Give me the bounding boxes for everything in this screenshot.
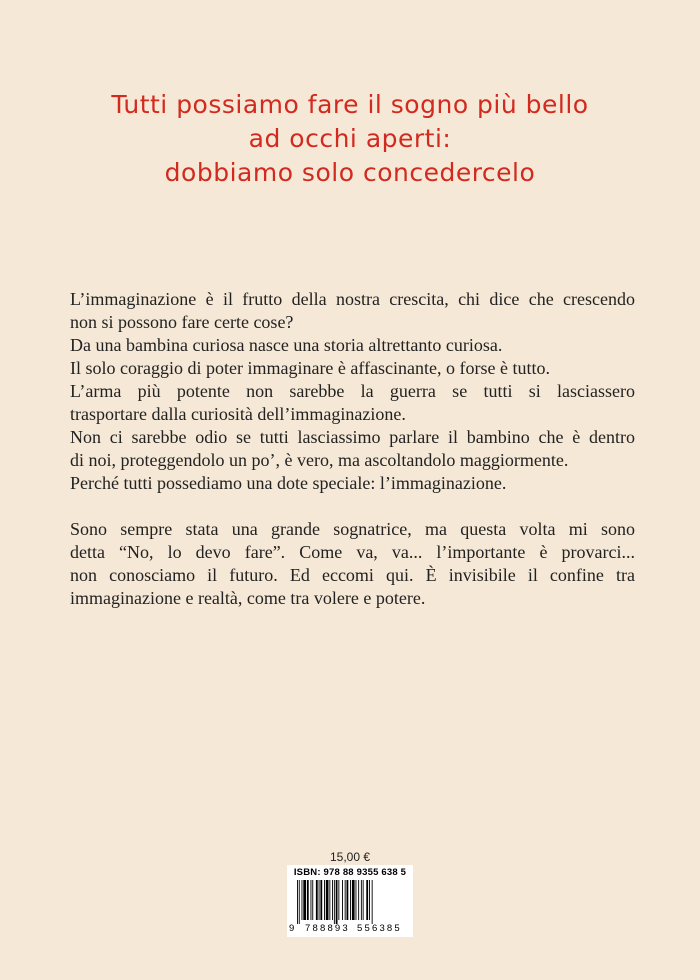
blurb-text <box>70 288 635 610</box>
barcode-digit-group-2: 556385 <box>357 923 402 934</box>
barcode-bar <box>312 880 313 920</box>
barcode-bar <box>345 880 346 920</box>
blurb-p1-line-7: Non ci sarebbe odio se tutti lasciassimo parlare il bambino che è dentro <box>70 427 635 447</box>
barcode-bar <box>332 880 333 920</box>
barcode-bar <box>342 880 343 920</box>
isbn-label: ISBN: 978 88 9355 638 5 <box>293 867 407 878</box>
blurb-p2-line-3: non conosciamo il futuro. Ed eccomi qui. È invisibile il confine tra <box>70 565 635 585</box>
headline-line-1: Tutti possiamo fare il sogno più bello <box>111 90 589 119</box>
blurb-p1-line-4: Il solo coraggio di poter immaginare è affascinante, o forse è tutto. <box>70 358 551 378</box>
blurb-p1-line-2: non si possono fare certe cose? <box>70 312 294 332</box>
barcode-bar <box>307 880 309 920</box>
barcode-bar <box>347 880 349 920</box>
blurb-p1-line-8: di noi, proteggendolo un po’, è vero, ma ascoltandolo maggiormente. <box>70 450 569 470</box>
barcode-bar <box>320 880 322 920</box>
blurb-p2-line-4: immaginazione e realtà, come tra volere e potere. <box>70 588 426 608</box>
barcode-bar <box>334 880 335 924</box>
barcode-bar <box>358 880 359 920</box>
barcode-bar <box>369 880 370 920</box>
barcode-bar <box>350 880 351 920</box>
barcode-bar <box>297 880 298 924</box>
barcode-bar <box>372 880 373 924</box>
barcode-bar <box>356 880 357 920</box>
blurb-p2-line-1: Sono sempre stata una grande sognatrice, ma questa volta mi sono <box>70 519 635 539</box>
barcode-bar <box>326 880 329 920</box>
headline-line-3: dobbiamo solo concedercelo <box>164 158 536 187</box>
price-label: 15,00 € <box>329 850 371 864</box>
barcode-digit-group-1: 788893 <box>305 923 350 934</box>
barcode-bar <box>352 880 355 920</box>
headline-line-2: ad occhi aperti: <box>248 124 452 153</box>
barcode-panel <box>287 865 413 937</box>
barcode-bar <box>329 880 330 920</box>
blurb-p1-line-3: Da una bambina curiosa nasce una storia altrettanto curiosa. <box>70 335 503 355</box>
barcode-bar <box>338 880 339 920</box>
blurb-p1-line-9: Perché tutti possediamo una dote speciale: l’immaginazione. <box>70 473 507 493</box>
barcode-bar <box>303 880 306 920</box>
blurb-p1-line-6: trasportare dalla curiosità dell’immaginazione. <box>70 404 406 424</box>
barcode-bar <box>302 880 303 920</box>
barcode-bar <box>319 880 320 920</box>
barcode-bar <box>366 880 368 920</box>
barcode-digit-lead: 9 <box>289 923 295 934</box>
barcode-bar <box>316 880 318 920</box>
blurb-p2-line-2: detta “No, lo devo fare”. Come va, va... l’importante è provarci... <box>70 542 635 562</box>
barcode-bar <box>324 880 325 920</box>
back-cover-headline <box>0 88 700 190</box>
blurb-p1-line-5: L’arma più potente non sarebbe la guerra se tutti si lasciassero <box>70 381 635 401</box>
barcode-bar <box>311 880 312 920</box>
blurb-p1-line-1: L’immaginazione è il frutto della nostra crescita, chi dice che crescendo <box>70 289 635 309</box>
barcode-bar <box>363 880 364 920</box>
barcode-bars <box>297 880 405 924</box>
barcode-bar <box>299 880 300 924</box>
barcode-bar <box>336 880 338 924</box>
barcode-bar <box>361 880 362 920</box>
